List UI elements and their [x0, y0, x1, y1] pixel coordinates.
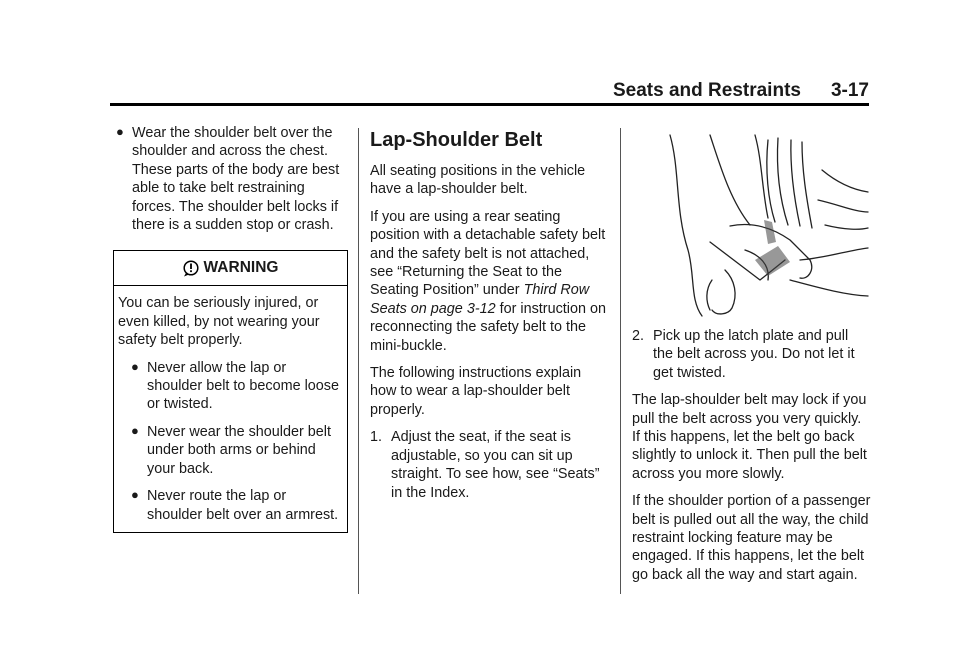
paragraph: All seating positions in the vehicle have a lap-shoulder belt. [370, 163, 586, 198]
list-item [118, 359, 341, 414]
section-heading: Lap-Shoulder Belt [370, 129, 543, 151]
bullet-icon: ● [116, 124, 124, 139]
paragraph [370, 208, 610, 355]
column-divider [620, 128, 621, 594]
step-text: Pick up the latch plate and pull the belt across you. Do not let it get twisted. [653, 328, 855, 381]
column-right [632, 327, 872, 593]
paragraph: The lap-shoulder belt may lock if you pull the belt across you very quickly. If this happens, let the belt go back slightly to unlock it. Then pull the belt across you more slowly. [632, 392, 867, 482]
bullet-text: Never allow the lap or shoulder belt to become loose or twisted. [147, 359, 339, 413]
warning-icon [183, 260, 199, 277]
page-number: 3-17 [830, 80, 869, 101]
step-text: Adjust the seat, if the seat is adjustable, so you can sit up straight. To see how, see “Seats” in the Index. [391, 429, 600, 501]
column-divider [358, 128, 359, 594]
warning-intro: You can be seriously injured, or even killed, by not wearing your safety belt properly. [118, 295, 320, 349]
bullet-icon: ● [131, 358, 139, 374]
list-item [118, 423, 341, 478]
bullet-text: Never wear the shoulder belt under both arms or behind your back. [147, 423, 331, 477]
seatbelt-illustration [650, 130, 870, 318]
step-number: 2. [632, 328, 645, 344]
list-item [632, 327, 872, 382]
warning-box [113, 250, 348, 532]
step-number: 1. [370, 429, 383, 446]
bullet-icon: ● [131, 422, 139, 438]
list-item [113, 124, 349, 234]
paragraph-text: for instruction on reconnecting the safety belt to the mini-buckle. [370, 300, 607, 354]
bullet-text: Never route the lap or shoulder belt over an armrest. [147, 488, 339, 523]
warning-title: WARNING [203, 259, 279, 277]
list-item [118, 487, 341, 524]
column-left [113, 124, 349, 533]
bullet-icon: ● [131, 487, 139, 503]
warning-header [114, 251, 347, 286]
paragraph-text: If you are using a rear seating position with a detachable safety belt and the safety belt is not attached, see “Returning the Seat to the Seating Position” under [370, 208, 606, 299]
warning-body [114, 286, 347, 531]
list-item [370, 428, 610, 502]
paragraph: If the shoulder portion of a passenger belt is pulled out all the way, the child restraint locking feature may be engaged. If this happens, let the belt go back all the way and start again. [632, 493, 871, 583]
column-middle [370, 124, 610, 511]
header-rule [110, 103, 869, 106]
page-header [110, 78, 869, 102]
paragraph: The following instructions explain how to wear a lap-shoulder belt properly. [370, 365, 582, 418]
section-title: Seats and Restraints [613, 80, 801, 101]
bullet-text: Wear the shoulder belt over the shoulder and across the chest. These parts of the body are best able to take belt restraining forces. The shoulder belt locks if there is a sudden stop or crash. [132, 125, 340, 234]
cross-reference-link[interactable]: Third Row Seats on page 3-12 [370, 282, 590, 317]
